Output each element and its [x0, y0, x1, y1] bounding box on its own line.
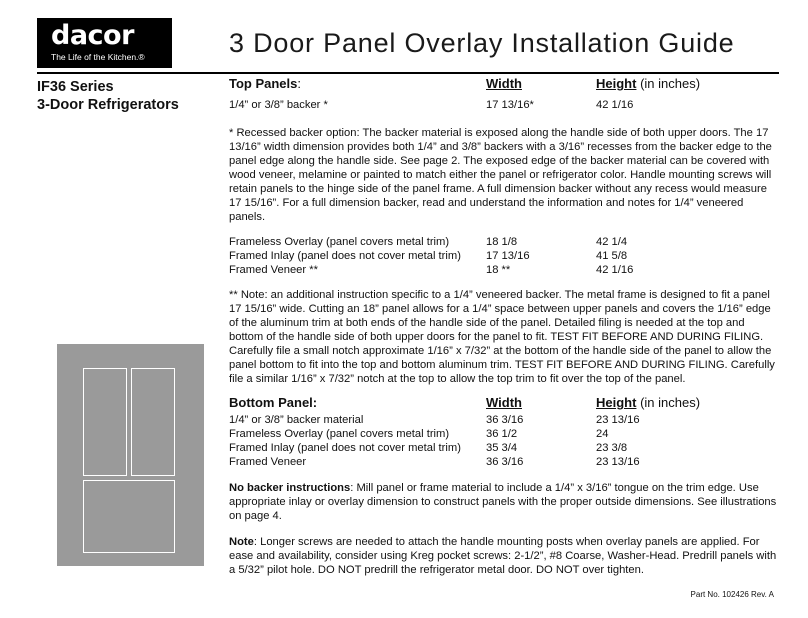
bottom-panel-header: [229, 395, 779, 413]
recessed-backer-note: * Recessed backer option: The backer material is exposed along the handle side of both upper doors. The 17 13/16” width dimension provides both 1/4” and 3/8” backers with a 3/16” recesses from the backer edge to the panel edge along the handle side. See page 2. The exposed edge of the backer material can be covered with wood veneer, melamine or painted to match either the panel or refrigerator color. Handle mounting screws will retain panels to the hinge side of the panel frame. A full dimension backer without any recess would measure 17 15/16”. For a full dimension backer, read and understand the information and notes for 1/4” veneered panels.: [229, 127, 772, 223]
series-name: IF36 Series: [37, 79, 114, 95]
no-backer-instructions: No backer instructions: Mill panel or frame material to include a 1/4” x 3/16” tongue on the trim edge. Use appropriate inlay or overlay dimension to construct panels with the proper outside dimensions. See illustrations on page 4.: [229, 482, 777, 522]
table-row: Framed Veneer 36 3/16 23 13/16: [229, 456, 640, 468]
right-upper-door-panel: [131, 368, 175, 476]
table-row: 1/4” or 3/8” backer material 36 3/16 23 13/16: [229, 414, 640, 426]
bottom-panel-table: [229, 413, 779, 469]
bottom-panel-heading: Bottom Panel:: [229, 395, 318, 410]
series-subtitle: 3-Door Refrigerators: [37, 97, 179, 113]
top-backer-row: 1/4” or 3/8” backer * 17 13/16* 42 1/16: [229, 99, 634, 111]
table-row: Frameless Overlay (panel covers metal trim) 36 1/2 24: [229, 428, 609, 440]
left-upper-door-panel: [83, 368, 127, 476]
logo-tagline: The Life of the Kitchen.®: [51, 52, 145, 62]
veneered-backer-note: ** Note: an additional instruction specific to a 1/4” veneered backer. The metal frame is designed to fit a panel 17 15/16” wide. Cutting an 18” panel allows for a 1/4” space between upper panels and covers the 1/16” edge of the aluminum trim at both ends of the handle side of the panel. Detailed filing is needed at the top and bottom of the handle side of both upper doors for the panel to fit. TEST FIT BEFORE AND DURING FILING. Carefully file a small notch approximate 1/16” x 7/32” at the bottom of the handle side of the panel to allow the panel bottom to fit into the top and bottom aluminum trim. TEST FIT BEFORE AND DURING FILING. Carefully file a similar 1/16” x 7/32” notch at the top to allow the top trim to fit over the top of the panel.: [229, 289, 775, 385]
top-panels-header: [229, 76, 779, 94]
table-row: Framed Inlay (panel does not cover metal trim) 35 3/4 23 3/8: [229, 442, 628, 454]
table-row: Frameless Overlay (panel covers metal trim) 18 1/8 42 1/4: [229, 236, 628, 248]
table-row: Framed Veneer ** 18 ** 42 1/16: [229, 264, 634, 276]
width-column-header: Width: [486, 395, 522, 410]
height-column-header: Height (in inches): [596, 395, 701, 410]
main-content: [229, 76, 779, 577]
part-number: Part No. 102426 Rev. A: [690, 590, 774, 599]
page-title: 3 Door Panel Overlay Installation Guide: [229, 28, 735, 58]
top-panels-table: [229, 235, 779, 277]
logo-wordmark: dacor: [51, 20, 134, 51]
dacor-logo: [37, 18, 172, 68]
series-label: [37, 78, 179, 114]
bottom-drawer-panel: [83, 480, 175, 553]
width-column-header: Width: [486, 76, 522, 91]
title-divider: [37, 72, 779, 74]
screw-note: Note: Longer screws are needed to attach the handle mounting posts when overlay panels are applied. For ease and availability, consider using Kreg pocket screws: 2-1/2”, #8 Coarse, Washer-Head. Predrill panels with a 5/32” pilot hole. DO NOT predrill the refrigerator metal door. DO NOT over tighten.: [229, 536, 777, 576]
table-row: Framed Inlay (panel does not cover metal trim) 17 13/16 41 5/8: [229, 250, 628, 262]
height-column-header: Height (in inches): [596, 76, 701, 91]
refrigerator-illustration: [57, 344, 204, 566]
top-panels-heading: Top Panels:: [229, 76, 302, 91]
